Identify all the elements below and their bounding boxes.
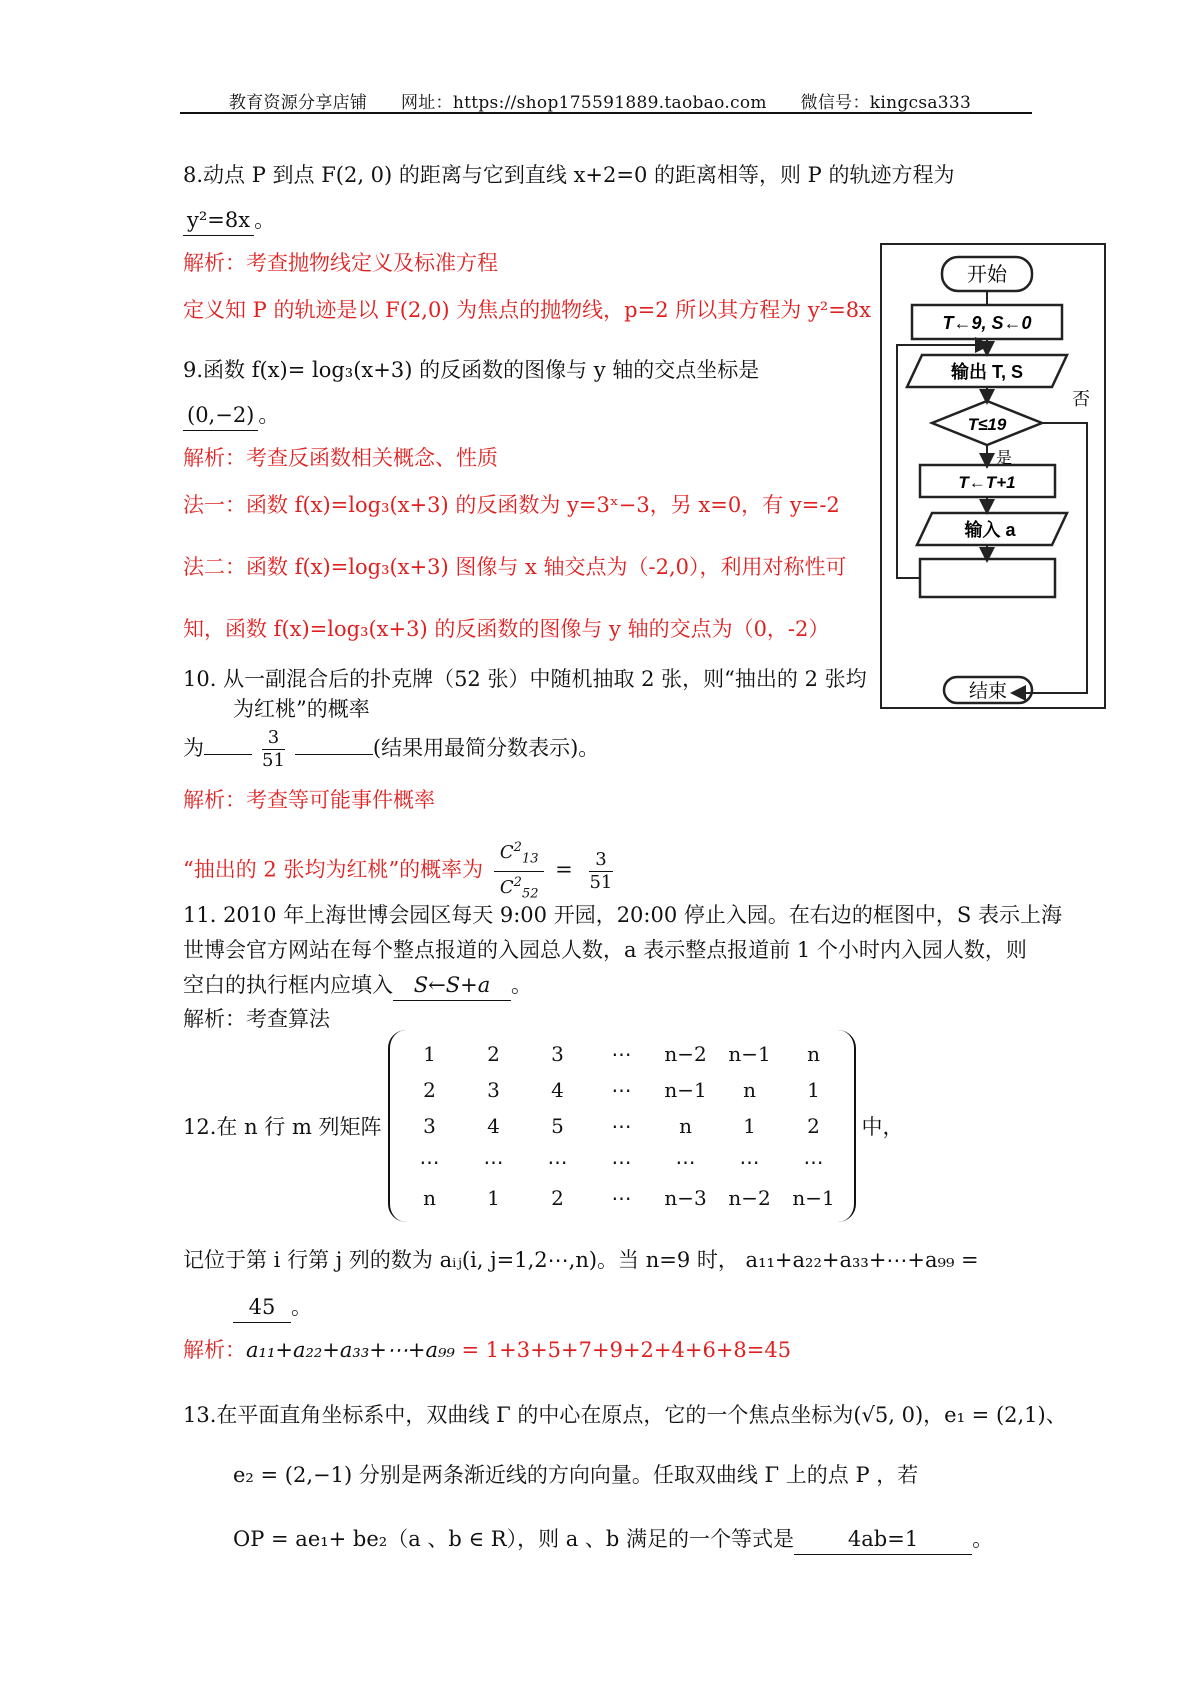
- q10-answer-line: 为 $\frac{3}{51}$ (结果用最简分数表示)。: [183, 727, 600, 771]
- flow-output-label: 输出 T, S: [950, 362, 1024, 382]
- matrix-cell: 2: [487, 1042, 500, 1066]
- matrix-cell: 1: [423, 1042, 436, 1066]
- q10-analysis-body: “抽出的 2 张均为红桃”的概率为 $\frac{C^2_{13}}{C^2_{52}}$ = $\frac{3}{51}$: [183, 837, 622, 905]
- matrix-cell: 2: [807, 1114, 820, 1138]
- q13-line3: OP = ae₁+ be₂（a 、b ∈ R），则 a 、b 满足的一个等式是 4ab=1 。: [233, 1524, 993, 1555]
- q9-method2: 法二：函数 f(x)=log₃(x+3) 图像与 x 轴交点为（-2,0），利用对称性可: [183, 555, 847, 579]
- flow-end-label: 结束: [968, 681, 1008, 702]
- matrix-cell: 3: [551, 1042, 564, 1066]
- matrix-cell: 3: [423, 1114, 436, 1138]
- q9-answer-line: (0,−2) 。: [183, 400, 279, 431]
- matrix-cell: ⋯: [675, 1150, 696, 1174]
- matrix-cell: ⋯: [611, 1186, 632, 1210]
- matrix-cell: n: [679, 1114, 692, 1138]
- matrix-cell: n−3: [664, 1186, 707, 1210]
- q12-analysis: 解析：a₁₁+a₂₂+a₃₃+⋯+a₉₉ = 1+3+5+7+9+2+4+6+8=45: [183, 1338, 792, 1362]
- matrix-row: [398, 1036, 846, 1072]
- q11-line2: 世博会官方网站在每个整点报道的入园总人数，a 表示整点报道前 1 个小时内入园人数，则: [183, 938, 1027, 962]
- flow-yes-label: 是: [996, 450, 1013, 467]
- matrix-cell: ⋯: [739, 1150, 760, 1174]
- q10-analysis-title: 解析：考查等可能事件概率: [183, 788, 435, 812]
- q8-analysis-title: 解析：考查抛物线定义及标准方程: [183, 251, 498, 275]
- matrix-cell: ⋯: [611, 1114, 632, 1138]
- q12-suffix: 中，: [861, 1115, 904, 1139]
- q9-analysis-title: 解析：考查反函数相关概念、性质: [183, 446, 498, 470]
- q10-line2: 为红桃”的概率: [233, 697, 370, 721]
- q8-answer-line: y²=8x 。: [183, 205, 275, 236]
- q11-line1: 11. 2010 年上海世博会园区每天 9:00 开园，20:00 停止入园。在右边的框图中，S 表示上海: [183, 903, 1062, 927]
- page-header: [0, 88, 1200, 113]
- q9-method1: 法一：函数 f(x)=log₃(x+3) 的反函数为 y=3ˣ−3，另 x=0，有 y=-2: [183, 493, 840, 517]
- matrix-cell: 3: [487, 1078, 500, 1102]
- q9-question: 9.函数 f(x)= log₃(x+3) 的反函数的图像与 y 轴的交点坐标是: [183, 358, 760, 382]
- matrix-cell: 1: [487, 1186, 500, 1210]
- matrix-cell: ⋯: [419, 1150, 440, 1174]
- q12-prefix: 12.在 n 行 m 列矩阵: [183, 1115, 382, 1139]
- flow-init-label: T←9, S←0: [942, 313, 1032, 333]
- matrix-cell: ⋯: [611, 1078, 632, 1102]
- q12-line2: 记位于第 i 行第 j 列的数为 aᵢⱼ(i, j=1,2⋯,n)。当 n=9 时， a₁₁+a₂₂+a₃₃+⋯+a₉₉ =: [183, 1248, 979, 1272]
- matrix-cell: 2: [551, 1186, 564, 1210]
- flow-blank-node: [920, 559, 1055, 597]
- matrix-cell: 1: [743, 1114, 756, 1138]
- q12-matrix-line: [183, 1040, 904, 1212]
- q9-method2-cont: 知，函数 f(x)=log₃(x+3) 的反函数的图像与 y 轴的交点为（0，-2）: [183, 617, 830, 641]
- shop-name: 教育资源分享店铺: [228, 93, 368, 113]
- matrix-cell: n−1: [728, 1042, 771, 1066]
- q8-question: 8.动点 P 到点 F(2, 0) 的距离与它到直线 x+2=0 的距离相等，则 P 的轨迹方程为: [183, 163, 955, 187]
- matrix-cell: 1: [807, 1078, 820, 1102]
- matrix-cell: ⋯: [483, 1150, 504, 1174]
- flow-start-label: 开始: [967, 264, 1007, 286]
- flow-condition-label: T≤19: [967, 415, 1007, 434]
- q13-line2: e₂ = (2,−1) 分别是两条渐近线的方向向量。任取双曲线 Γ 上的点 P ，若: [233, 1463, 919, 1487]
- matrix-cell: 4: [487, 1114, 500, 1138]
- q8-analysis-body: 定义知 P 的轨迹是以 F(2,0) 为焦点的抛物线，p=2 所以其方程为 y²=8x: [183, 298, 872, 322]
- matrix-cell: n−2: [728, 1186, 771, 1210]
- matrix-cell: n: [743, 1078, 756, 1102]
- wechat-id: 微信号：kingcsa333: [800, 93, 972, 113]
- q8-answer: y²=8x: [183, 205, 254, 236]
- matrix-row: [398, 1180, 846, 1216]
- q11-analysis: 解析：考查算法: [183, 1007, 330, 1031]
- matrix-cell: ⋯: [611, 1042, 632, 1066]
- q12-answer-line: 45 。: [233, 1292, 312, 1323]
- matrix-cell: n−1: [664, 1078, 707, 1102]
- matrix-cell: 5: [551, 1114, 564, 1138]
- q12-matrix: [388, 1030, 856, 1222]
- q13-line1: 13.在平面直角坐标系中，双曲线 Γ 的中心在原点，它的一个焦点坐标为(√5, 0)，e₁ = (2,1)、: [183, 1403, 1067, 1427]
- matrix-cell: 4: [551, 1078, 564, 1102]
- matrix-cell: ⋯: [547, 1150, 568, 1174]
- q11-answer: S←S+a: [393, 970, 511, 1001]
- matrix-row: [398, 1072, 846, 1108]
- matrix-cell: n: [807, 1042, 820, 1066]
- q10-line1: 10. 从一副混合后的扑克牌（52 张）中随机抽取 2 张，则“抽出的 2 张均: [183, 667, 867, 691]
- flow-input-label: 输入 a: [964, 520, 1016, 540]
- flow-no-label: 否: [1072, 389, 1090, 409]
- q12-answer: 45: [233, 1292, 291, 1323]
- q10-answer-fraction: $\frac{3}{51}$: [262, 727, 285, 771]
- matrix-cell: n: [423, 1186, 436, 1210]
- matrix-cell: n−2: [664, 1042, 707, 1066]
- q9-answer: (0,−2): [183, 400, 258, 431]
- matrix-cell: ⋯: [803, 1150, 824, 1174]
- shop-url: 网址：https://shop175591889.taobao.com: [400, 93, 767, 113]
- flow-increment-label: T←T+1: [958, 473, 1016, 492]
- matrix-row: [398, 1108, 846, 1144]
- matrix-cell: 2: [423, 1078, 436, 1102]
- matrix-cell: n−1: [792, 1186, 835, 1210]
- header-rule: [180, 112, 1032, 114]
- q11-line3: 空白的执行框内应填入 S←S+a 。: [183, 970, 532, 1001]
- flowchart: [880, 243, 1106, 709]
- matrix-row: [398, 1144, 846, 1180]
- q13-answer: 4ab=1: [794, 1524, 972, 1555]
- matrix-cell: ⋯: [611, 1150, 632, 1174]
